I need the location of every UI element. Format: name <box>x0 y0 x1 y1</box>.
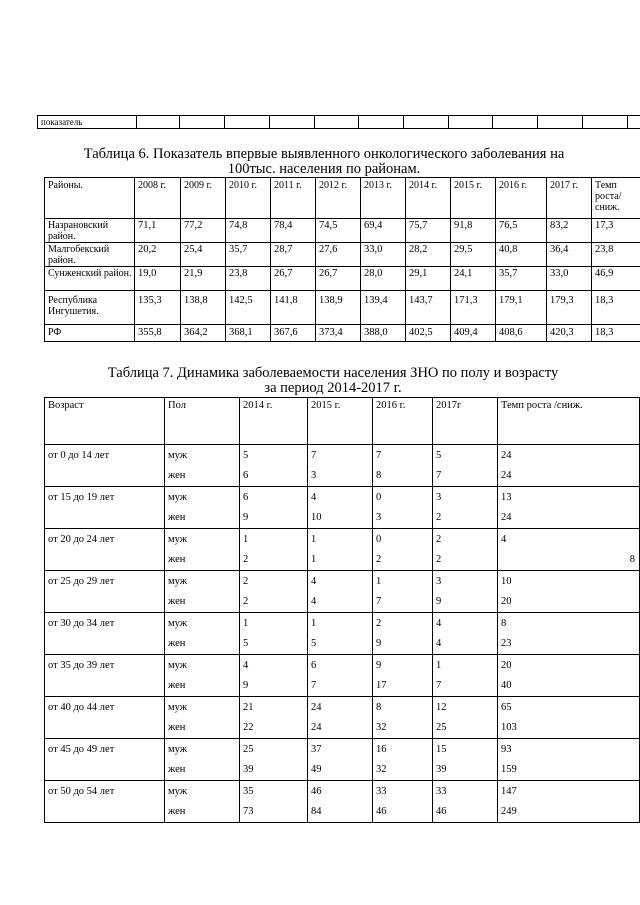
age-group-label: от 20 до 24 лет <box>45 529 165 571</box>
sex-label: муж <box>168 492 188 503</box>
column-header: Возраст <box>45 398 165 445</box>
age-group-row <box>45 529 640 571</box>
year-value-cell <box>240 739 308 781</box>
table-cell: 33,0 <box>547 267 592 291</box>
table-value: 32 <box>376 722 387 733</box>
table-cell: 27,6 <box>316 243 361 267</box>
sex-label: муж <box>168 618 188 629</box>
age-group-row <box>45 739 640 781</box>
year-value-cell <box>373 697 433 739</box>
table-value: 7 <box>436 680 442 691</box>
table-value: 32 <box>376 764 387 775</box>
column-header: 2015 г. <box>308 398 373 445</box>
table-value: 3 <box>376 512 382 523</box>
table-value: 22 <box>243 722 254 733</box>
year-value-cell <box>433 613 498 655</box>
year-value-cell <box>433 739 498 781</box>
column-header: 2011 г. <box>271 178 316 219</box>
sex-label: муж <box>168 786 188 797</box>
table-value: 7 <box>311 680 317 691</box>
table-cell: 24,1 <box>451 267 496 291</box>
table-value: 73 <box>243 806 254 817</box>
table-row <box>45 325 640 342</box>
table-cell: 29,1 <box>406 267 451 291</box>
column-header: 2017г <box>433 398 498 445</box>
table-value: 1 <box>311 554 317 565</box>
table-cell-empty <box>628 116 640 129</box>
year-value-cell <box>240 697 308 739</box>
sex-cell <box>165 445 240 487</box>
age-group-row <box>45 571 640 613</box>
table-value: 9 <box>376 638 382 649</box>
table-cell-empty <box>137 116 180 129</box>
table-cell: 138,8 <box>181 291 226 325</box>
table-value: 21 <box>243 702 254 713</box>
table-value: 2 <box>243 576 249 587</box>
year-value-cell <box>433 781 498 823</box>
year-value-cell <box>308 571 373 613</box>
table-value: 249 <box>501 806 517 817</box>
table-value: 37 <box>311 744 322 755</box>
year-value-cell <box>308 781 373 823</box>
table-value: 9 <box>436 596 442 607</box>
column-header: 2014 г. <box>240 398 308 445</box>
table-cell: 69,4 <box>361 219 406 243</box>
column-header: Темп роста /сниж. <box>498 398 640 445</box>
age-group-label: от 35 до 39 лет <box>45 655 165 697</box>
table-cell: 17,3 <box>592 219 640 243</box>
table-value: 10 <box>501 576 512 587</box>
table-cell: 18,3 <box>592 325 640 342</box>
table-cell: 40,8 <box>496 243 547 267</box>
table-cell: 91,8 <box>451 219 496 243</box>
column-header: 2012 г. <box>316 178 361 219</box>
row-label: РФ <box>45 325 135 342</box>
year-value-cell <box>308 655 373 697</box>
table-value: 35 <box>243 786 254 797</box>
column-header: 2014 г. <box>406 178 451 219</box>
table-cell-empty <box>404 116 449 129</box>
table-value: 5 <box>243 638 249 649</box>
table-cell: 141,8 <box>271 291 316 325</box>
table-cell: 29,5 <box>451 243 496 267</box>
table-header-row <box>45 178 640 219</box>
table-value: 49 <box>311 764 322 775</box>
table-cell-empty <box>493 116 538 129</box>
year-value-cell <box>373 487 433 529</box>
table-value: 16 <box>376 744 387 755</box>
growth-rate-cell <box>498 445 640 487</box>
table-value: 20 <box>501 596 512 607</box>
table-cell: 26,7 <box>316 267 361 291</box>
column-header: 2010 г. <box>226 178 271 219</box>
growth-rate-cell <box>498 613 640 655</box>
table-cell: 408,6 <box>496 325 547 342</box>
year-value-cell <box>373 571 433 613</box>
sex-label: жен <box>168 680 186 691</box>
year-value-cell <box>308 445 373 487</box>
sex-cell <box>165 571 240 613</box>
year-value-cell <box>373 613 433 655</box>
table-cell: 388,0 <box>361 325 406 342</box>
table-value: 65 <box>501 702 512 713</box>
table-row <box>45 219 640 243</box>
table-cell: 420,3 <box>547 325 592 342</box>
table-row <box>38 116 640 129</box>
table-cell-empty <box>180 116 225 129</box>
year-value-cell <box>240 487 308 529</box>
column-header: 2015 г. <box>451 178 496 219</box>
previous-table-fragment <box>37 115 640 129</box>
table-value: 84 <box>311 806 322 817</box>
sex-label: жен <box>168 764 186 775</box>
year-value-cell <box>308 613 373 655</box>
table-value: 46 <box>376 806 387 817</box>
table-value: 39 <box>243 764 254 775</box>
table-cell: 26,7 <box>271 267 316 291</box>
growth-rate-cell <box>498 571 640 613</box>
row-label: Малгобекский район. <box>45 243 135 267</box>
table-value: 5 <box>311 638 317 649</box>
table-cell: 373,4 <box>316 325 361 342</box>
table-cell: 20,2 <box>135 243 181 267</box>
table-value: 147 <box>501 786 517 797</box>
table-value: 1 <box>311 618 317 629</box>
table-cell: 33,0 <box>361 243 406 267</box>
year-value-cell <box>433 529 498 571</box>
table-value: 2 <box>436 554 442 565</box>
table-cell: 23,8 <box>226 267 271 291</box>
table-cell: 364,2 <box>181 325 226 342</box>
table-value: 4 <box>436 638 442 649</box>
year-value-cell <box>433 487 498 529</box>
year-value-cell <box>240 445 308 487</box>
table-cell: 71,1 <box>135 219 181 243</box>
age-group-row <box>45 445 640 487</box>
sex-cell <box>165 655 240 697</box>
table7-caption-line2: за период 2014-2017 г. <box>264 380 402 396</box>
table-value: 39 <box>436 764 447 775</box>
table-value: 7 <box>376 596 382 607</box>
age-group-row <box>45 487 640 529</box>
year-value-cell <box>433 655 498 697</box>
table-cell: 28,7 <box>271 243 316 267</box>
year-value-cell <box>240 529 308 571</box>
table-value: 0 <box>376 534 382 545</box>
table-value: 25 <box>436 722 447 733</box>
table-value: 1 <box>311 534 317 545</box>
table-cell-empty <box>315 116 359 129</box>
table-cell: 139,4 <box>361 291 406 325</box>
table-cell: 36,4 <box>547 243 592 267</box>
growth-rate-cell <box>498 529 640 571</box>
table-value: 6 <box>311 660 317 671</box>
year-value-cell <box>240 571 308 613</box>
column-header: 2017 г. <box>547 178 592 219</box>
table-value: 15 <box>436 744 447 755</box>
sex-cell <box>165 739 240 781</box>
column-header: 2013 г. <box>361 178 406 219</box>
table-cell: 78,4 <box>271 219 316 243</box>
column-header: Темп роста/ сниж. <box>592 178 640 219</box>
table-value: 46 <box>311 786 322 797</box>
table-value: 10 <box>311 512 322 523</box>
table-value: 7 <box>311 450 317 461</box>
table-value: 24 <box>501 470 512 481</box>
growth-rate-cell <box>498 487 640 529</box>
table-value: 13 <box>501 492 512 503</box>
age-group-label: от 25 до 29 лет <box>45 571 165 613</box>
table-value: 103 <box>501 722 517 733</box>
table-value: 9 <box>376 660 382 671</box>
table6-caption-line2: 100тыс. населения по районам. <box>227 161 421 177</box>
table-value: 24 <box>501 450 512 461</box>
table-cell-empty <box>225 116 270 129</box>
table-cell: 19,0 <box>135 267 181 291</box>
year-value-cell <box>373 655 433 697</box>
sex-cell <box>165 487 240 529</box>
table-cell: 28,2 <box>406 243 451 267</box>
table-cell: 28,0 <box>361 267 406 291</box>
age-group-row <box>45 781 640 823</box>
table-value: 6 <box>243 470 249 481</box>
age-group-row <box>45 697 640 739</box>
sex-label: жен <box>168 596 186 607</box>
year-value-cell <box>240 655 308 697</box>
table7-caption <box>0 366 640 396</box>
sex-label: муж <box>168 702 188 713</box>
year-value-cell <box>308 697 373 739</box>
sex-label: жен <box>168 806 186 817</box>
table-value: 4 <box>311 492 317 503</box>
table6-caption-line1: Таблица 6. Показатель впервые выявленного онкологического заболевания на <box>83 146 565 162</box>
table-value: 1 <box>243 618 249 629</box>
table-value: 2 <box>243 554 249 565</box>
table-value: 8 <box>376 702 382 713</box>
table-cell: 35,7 <box>496 267 547 291</box>
age-group-label: от 45 до 49 лет <box>45 739 165 781</box>
table-value: 33 <box>376 786 387 797</box>
table-value: 12 <box>436 702 447 713</box>
table-cell: 179,1 <box>496 291 547 325</box>
table-value: 4 <box>501 534 507 545</box>
sex-label: жен <box>168 470 186 481</box>
year-value-cell <box>308 739 373 781</box>
column-header: 2016 г. <box>496 178 547 219</box>
year-value-cell <box>240 613 308 655</box>
table-cell: 76,5 <box>496 219 547 243</box>
table-value: 7 <box>376 450 382 461</box>
table-value: 4 <box>311 596 317 607</box>
sex-label: жен <box>168 722 186 733</box>
table-value: 8 <box>376 470 382 481</box>
table-value: 3 <box>436 492 442 503</box>
table-cell-empty <box>449 116 493 129</box>
table-value: 0 <box>376 492 382 503</box>
table-cell: 77,2 <box>181 219 226 243</box>
column-header: 2009 г. <box>181 178 226 219</box>
row-label: Республика Ингушетия. <box>45 291 135 325</box>
sex-cell <box>165 529 240 571</box>
column-header: 2016 г. <box>373 398 433 445</box>
table-cell: 135,3 <box>135 291 181 325</box>
table-cell: 75,7 <box>406 219 451 243</box>
table-value: 40 <box>501 680 512 691</box>
year-value-cell <box>433 697 498 739</box>
table-cell: 83,2 <box>547 219 592 243</box>
year-value-cell <box>240 781 308 823</box>
table-value: 24 <box>501 512 512 523</box>
table-value: 4 <box>436 618 442 629</box>
table-cell: 138,9 <box>316 291 361 325</box>
table-cell: 46,9 <box>592 267 640 291</box>
table-cell-empty <box>359 116 404 129</box>
table-row <box>45 243 640 267</box>
sex-label: жен <box>168 638 186 649</box>
table-value: 9 <box>243 680 249 691</box>
table-cell: 402,5 <box>406 325 451 342</box>
row-label: Сунженский район. <box>45 267 135 291</box>
table-cell: 143,7 <box>406 291 451 325</box>
growth-rate-cell <box>498 739 640 781</box>
table-value: 46 <box>436 806 447 817</box>
table-value: 23 <box>501 638 512 649</box>
age-group-label: от 50 до 54 лет <box>45 781 165 823</box>
table-value: 2 <box>243 596 249 607</box>
table-cell: 18,3 <box>592 291 640 325</box>
table-cell-empty <box>270 116 315 129</box>
table-cell: 367,6 <box>271 325 316 342</box>
table7-incidence-by-sex-age <box>44 397 640 823</box>
year-value-cell <box>373 529 433 571</box>
year-value-cell <box>308 487 373 529</box>
age-group-label: от 0 до 14 лет <box>45 445 165 487</box>
table-cell: 368,1 <box>226 325 271 342</box>
table-cell: показатель <box>38 116 137 129</box>
table-value: 1 <box>436 660 442 671</box>
table-value: 2 <box>376 618 382 629</box>
growth-rate-cell <box>498 697 640 739</box>
sex-label: муж <box>168 534 188 545</box>
sex-label: муж <box>168 576 188 587</box>
year-value-cell <box>433 571 498 613</box>
table-value: 2 <box>436 512 442 523</box>
sex-label: муж <box>168 660 188 671</box>
table-value: 2 <box>436 534 442 545</box>
table-value: 93 <box>501 744 512 755</box>
table-cell: 23,8 <box>592 243 640 267</box>
year-value-cell <box>373 781 433 823</box>
table-value: 25 <box>243 744 254 755</box>
table-row <box>45 267 640 291</box>
year-value-cell <box>373 739 433 781</box>
table-value: 6 <box>243 492 249 503</box>
table-cell: 171,3 <box>451 291 496 325</box>
table-value: 17 <box>376 680 387 691</box>
table-value: 9 <box>243 512 249 523</box>
table-cell: 142,5 <box>226 291 271 325</box>
table-value: 24 <box>311 722 322 733</box>
column-header: 2008 г. <box>135 178 181 219</box>
table-value: 20 <box>501 660 512 671</box>
growth-rate-cell <box>498 655 640 697</box>
table-value: 1 <box>376 576 382 587</box>
table-value: 3 <box>311 470 317 481</box>
table-value: 33 <box>436 786 447 797</box>
table-value: 159 <box>501 764 517 775</box>
table-cell-empty <box>538 116 583 129</box>
table-value: 2 <box>376 554 382 565</box>
row-label: Назрановский район. <box>45 219 135 243</box>
table-cell: 35,7 <box>226 243 271 267</box>
year-value-cell <box>308 529 373 571</box>
table-cell: 179,3 <box>547 291 592 325</box>
age-group-row <box>45 613 640 655</box>
table-value: 8 <box>501 618 507 629</box>
table-value: 5 <box>436 450 442 461</box>
sex-cell <box>165 781 240 823</box>
table-row <box>45 291 640 325</box>
table-cell: 409,4 <box>451 325 496 342</box>
table-value: 8 <box>629 554 635 565</box>
table-cell: 355,8 <box>135 325 181 342</box>
age-group-label: от 30 до 34 лет <box>45 613 165 655</box>
year-value-cell <box>433 445 498 487</box>
sex-cell <box>165 697 240 739</box>
table6-incidence-by-district <box>44 177 640 342</box>
age-group-row <box>45 655 640 697</box>
table-value: 24 <box>311 702 322 713</box>
table-value: 4 <box>243 660 249 671</box>
sex-label: жен <box>168 512 186 523</box>
table-value: 5 <box>243 450 249 461</box>
table7-caption-line1: Таблица 7. Динамика заболеваемости населения ЗНО по полу и возрасту <box>107 365 559 381</box>
year-value-cell <box>373 445 433 487</box>
table-cell-empty <box>583 116 628 129</box>
sex-label: жен <box>168 554 186 565</box>
column-header: Районы. <box>45 178 135 219</box>
table-value: 4 <box>311 576 317 587</box>
sex-cell <box>165 613 240 655</box>
sex-label: муж <box>168 450 188 461</box>
table-header-row <box>45 398 640 445</box>
table6-caption <box>0 147 640 177</box>
sex-label: муж <box>168 744 188 755</box>
table-value: 7 <box>436 470 442 481</box>
column-header: Пол <box>165 398 240 445</box>
table-value: 3 <box>436 576 442 587</box>
table-cell: 74,5 <box>316 219 361 243</box>
age-group-label: от 15 до 19 лет <box>45 487 165 529</box>
table-cell: 74,8 <box>226 219 271 243</box>
growth-rate-cell <box>498 781 640 823</box>
table-cell: 25,4 <box>181 243 226 267</box>
table-value: 1 <box>243 534 249 545</box>
age-group-label: от 40 до 44 лет <box>45 697 165 739</box>
table-cell: 21,9 <box>181 267 226 291</box>
